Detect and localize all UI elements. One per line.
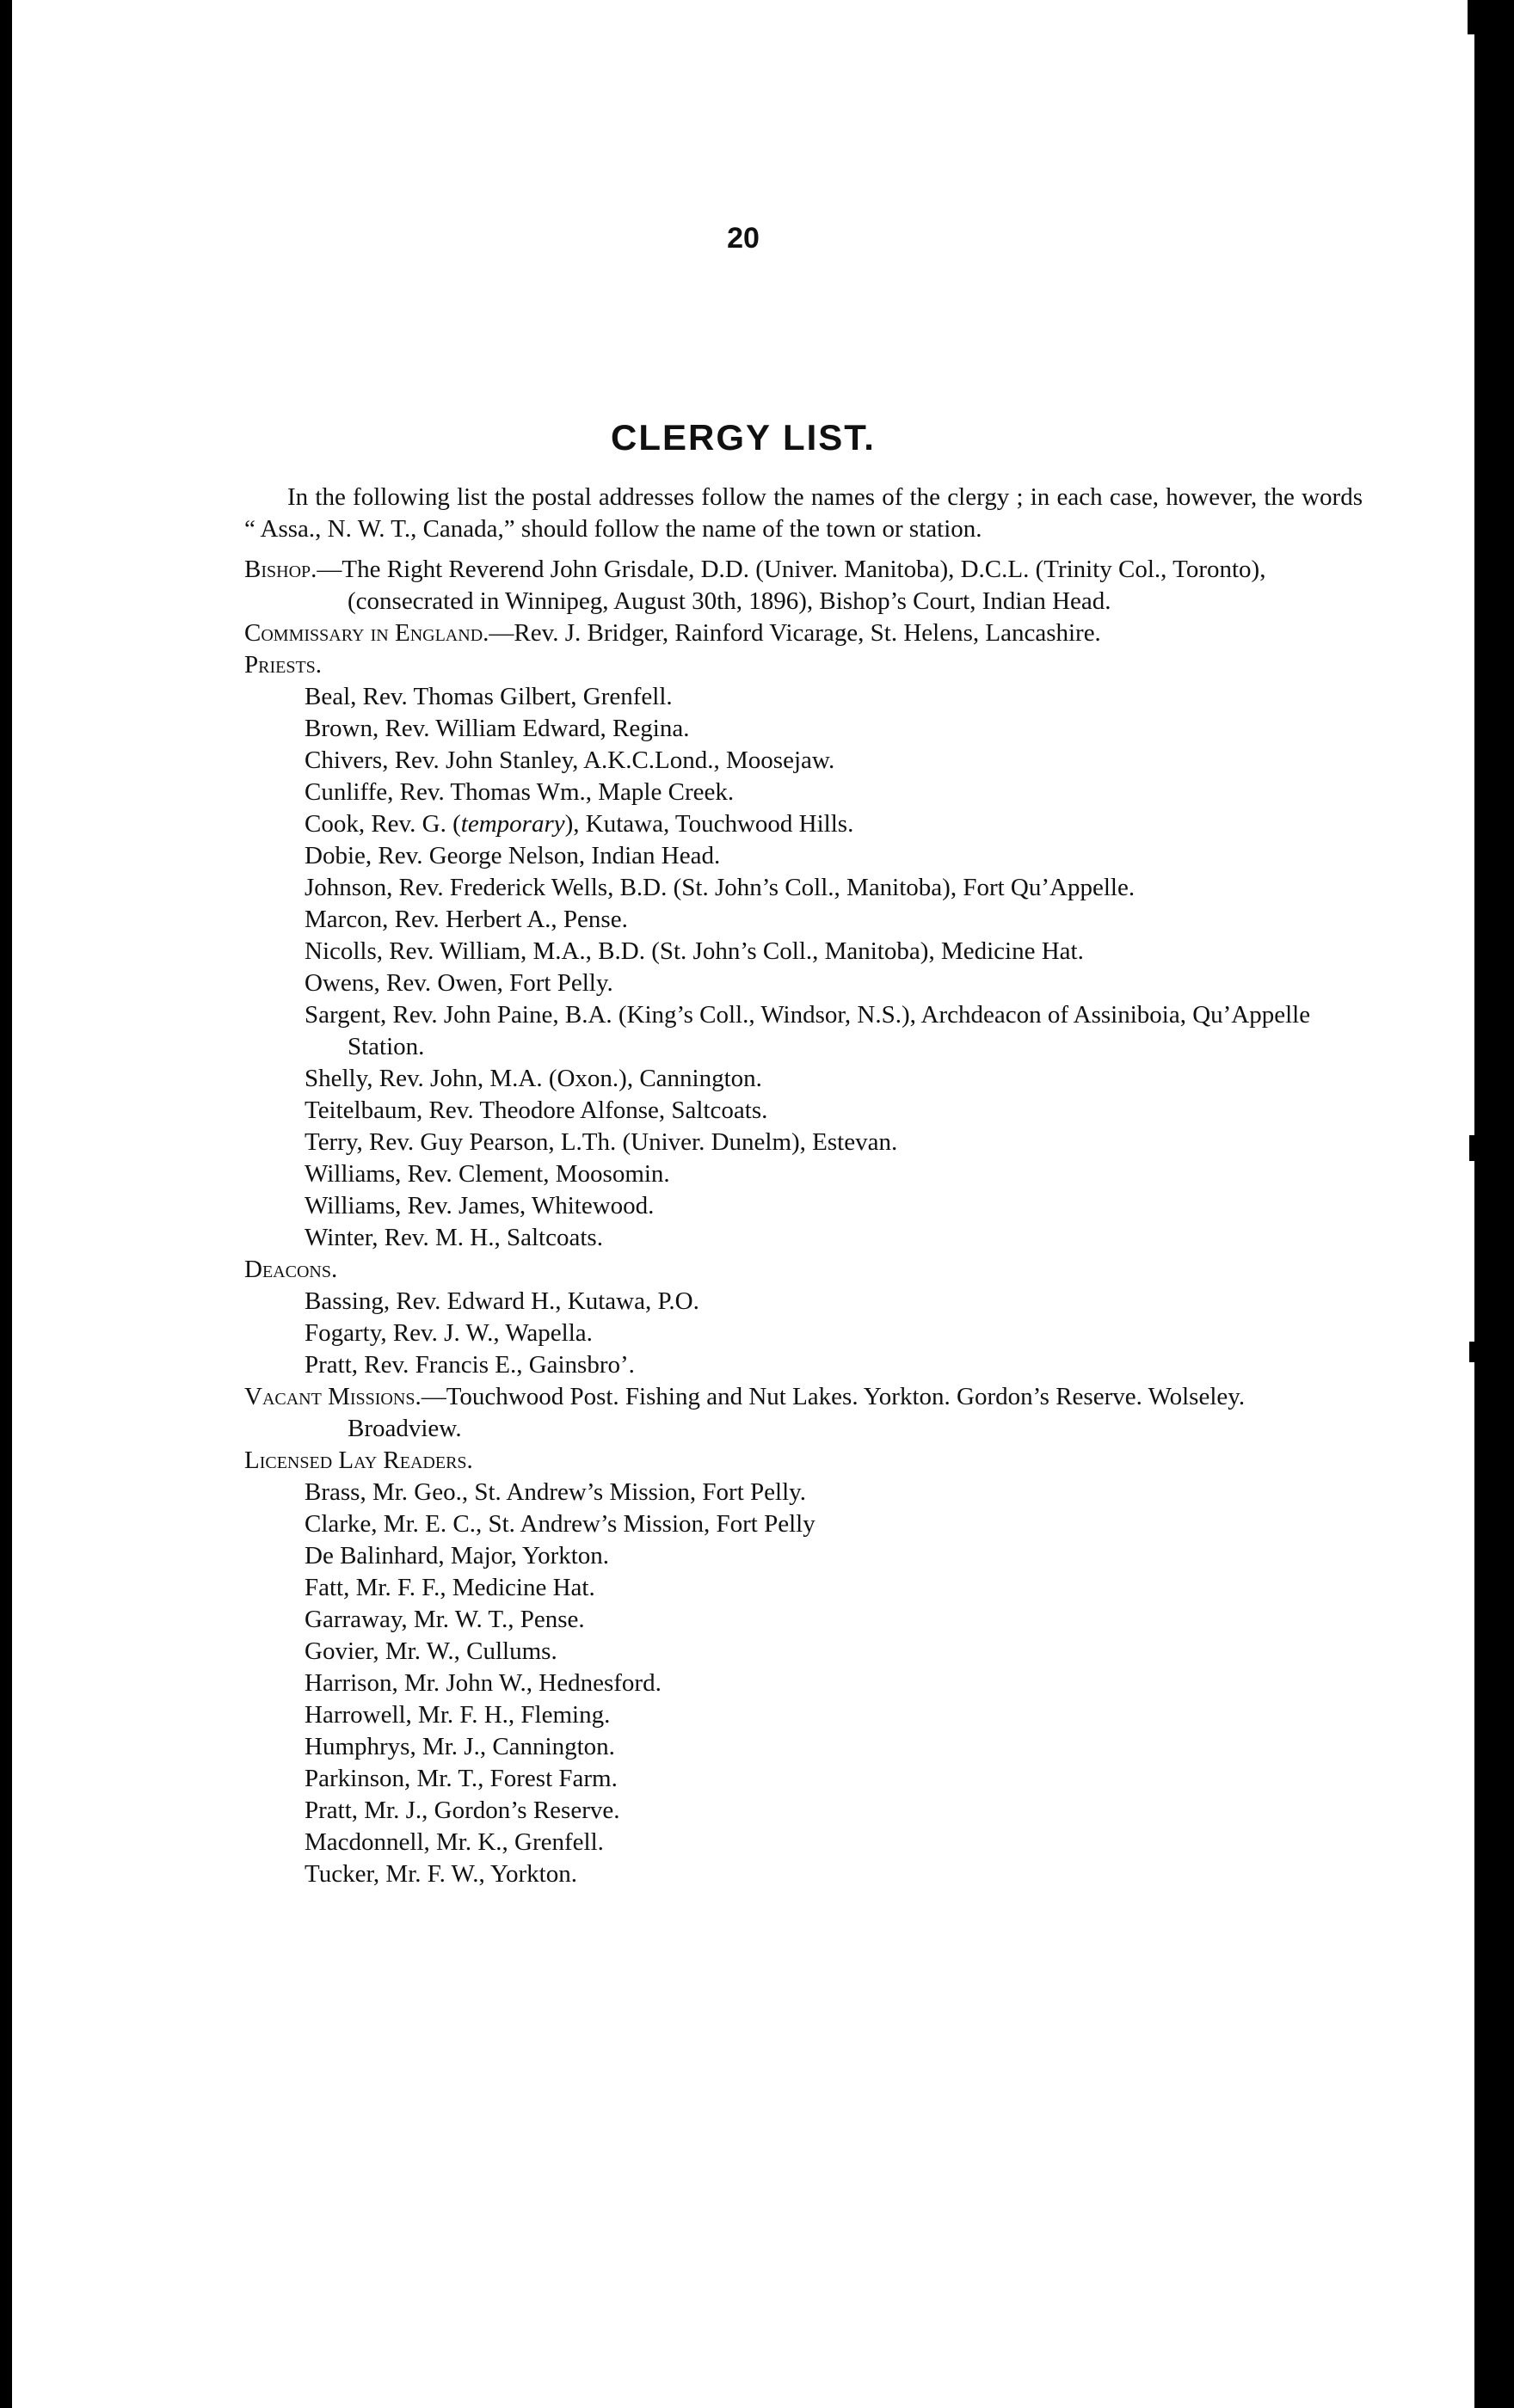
scan-edge-mark [1468,0,1474,34]
list-item: Williams, Rev. James, Whitewood. [305,1192,655,1219]
list-item: Shelly, Rev. John, M.A. (Oxon.), Cannington. [305,1065,762,1092]
vacant-missions-entry [244,1381,1363,1445]
deacons-heading: Deacons. [244,1256,338,1283]
list-item: Williams, Rev. Clement, Moosomin. [305,1160,670,1188]
clergy-list [244,482,1363,1890]
intro-paragraph: In the following list the postal addresses follow the names of the clergy ; in each case, however, the words “ Assa., N. W. T., Canada,” should follow the name of the town or station. [244,483,1363,543]
scan-edge-mark [1469,1135,1474,1161]
list-item: Teitelbaum, Rev. Theodore Alfonse, Saltcoats. [305,1096,768,1124]
list-item: Winter, Rev. M. H., Saltcoats. [305,1224,603,1251]
list-item: Fatt, Mr. F. F., Medicine Hat. [305,1574,595,1601]
cook-italic: temporary [460,810,565,838]
bishop-label: Bishop. [244,556,317,583]
list-item: Bassing, Rev. Edward H., Kutawa, P.O. [305,1287,699,1315]
scan-edge-mark [1469,1342,1474,1362]
list-item [244,808,1363,840]
list-item: Sargent, Rev. John Paine, B.A. (King’s Coll., Windsor, N.S.), Archdeacon of Assiniboia, Qu’Appelle Station. [305,1001,1311,1060]
priests-heading: Priests. [244,651,323,679]
list-item: Harrowell, Mr. F. H., Fleming. [305,1701,611,1729]
bishop-text: —The Right Reverend John Grisdale, D.D. (Univer. Manitoba), D.C.L. (Trinity Col., Toronto), (consecrated in Winnipeg, August 30th, 1896), Bishop’s Court, Indian Head. [317,556,1266,615]
list-item: Brass, Mr. Geo., St. Andrew’s Mission, Fort Pelly. [305,1478,806,1506]
list-item: Cunliffe, Rev. Thomas Wm., Maple Creek. [305,778,735,806]
page-title: CLERGY LIST. [611,417,876,458]
document-page [12,0,1474,2408]
list-item: De Balinhard, Major, Yorkton. [305,1542,610,1570]
vacant-label: Vacant Missions. [244,1383,422,1410]
list-item: Govier, Mr. W., Cullums. [305,1637,557,1665]
list-item: Pratt, Rev. Francis E., Gainsbro’. [305,1351,635,1379]
bishop-entry [244,554,1363,617]
list-item: Johnson, Rev. Frederick Wells, B.D. (St. John’s Coll., Manitoba), Fort Qu’Appelle. [305,874,1136,901]
commissary-label: Commissary in England. [244,619,489,647]
list-item: Brown, Rev. William Edward, Regina. [305,715,690,742]
commissary-entry [244,617,1363,649]
list-item: Harrison, Mr. John W., Hednesford. [305,1669,662,1697]
cook-after: ), Kutawa, Touchwood Hills. [564,810,854,838]
list-item: Owens, Rev. Owen, Fort Pelly. [305,969,613,997]
list-item: Pratt, Mr. J., Gordon’s Reserve. [305,1797,620,1824]
list-item: Nicolls, Rev. William, M.A., B.D. (St. John’s Coll., Manitoba), Medicine Hat. [305,937,1084,965]
cook-before: Cook, Rev. G. ( [305,810,461,838]
list-item: Chivers, Rev. John Stanley, A.K.C.Lond., Moosejaw. [305,746,835,774]
vacant-text: —Touchwood Post. Fishing and Nut Lakes. Yorkton. Gordon’s Reserve. Wolseley. Broadview. [348,1383,1246,1442]
list-item: Humphrys, Mr. J., Cannington. [305,1733,615,1760]
list-item: Clarke, Mr. E. C., St. Andrew’s Mission, Fort Pelly [305,1510,815,1538]
list-item: Tucker, Mr. F. W., Yorkton. [305,1860,577,1888]
commissary-text: —Rev. J. Bridger, Rainford Vicarage, St. Helens, Lancashire. [489,619,1101,647]
list-item: Beal, Rev. Thomas Gilbert, Grenfell. [305,683,673,710]
list-item: Dobie, Rev. George Nelson, Indian Head. [305,842,721,869]
list-item: Garraway, Mr. W. T., Pense. [305,1606,585,1633]
list-item: Terry, Rev. Guy Pearson, L.Th. (Univer. Dunelm), Estevan. [305,1128,898,1156]
list-item: Marcon, Rev. Herbert A., Pense. [305,906,628,933]
page-number: 20 [727,222,760,255]
lay-readers-heading: Licensed Lay Readers. [244,1447,473,1474]
list-item: Fogarty, Rev. J. W., Wapella. [305,1319,593,1347]
list-item: Parkinson, Mr. T., Forest Farm. [305,1765,618,1792]
list-item: Macdonnell, Mr. K., Grenfell. [305,1828,604,1856]
